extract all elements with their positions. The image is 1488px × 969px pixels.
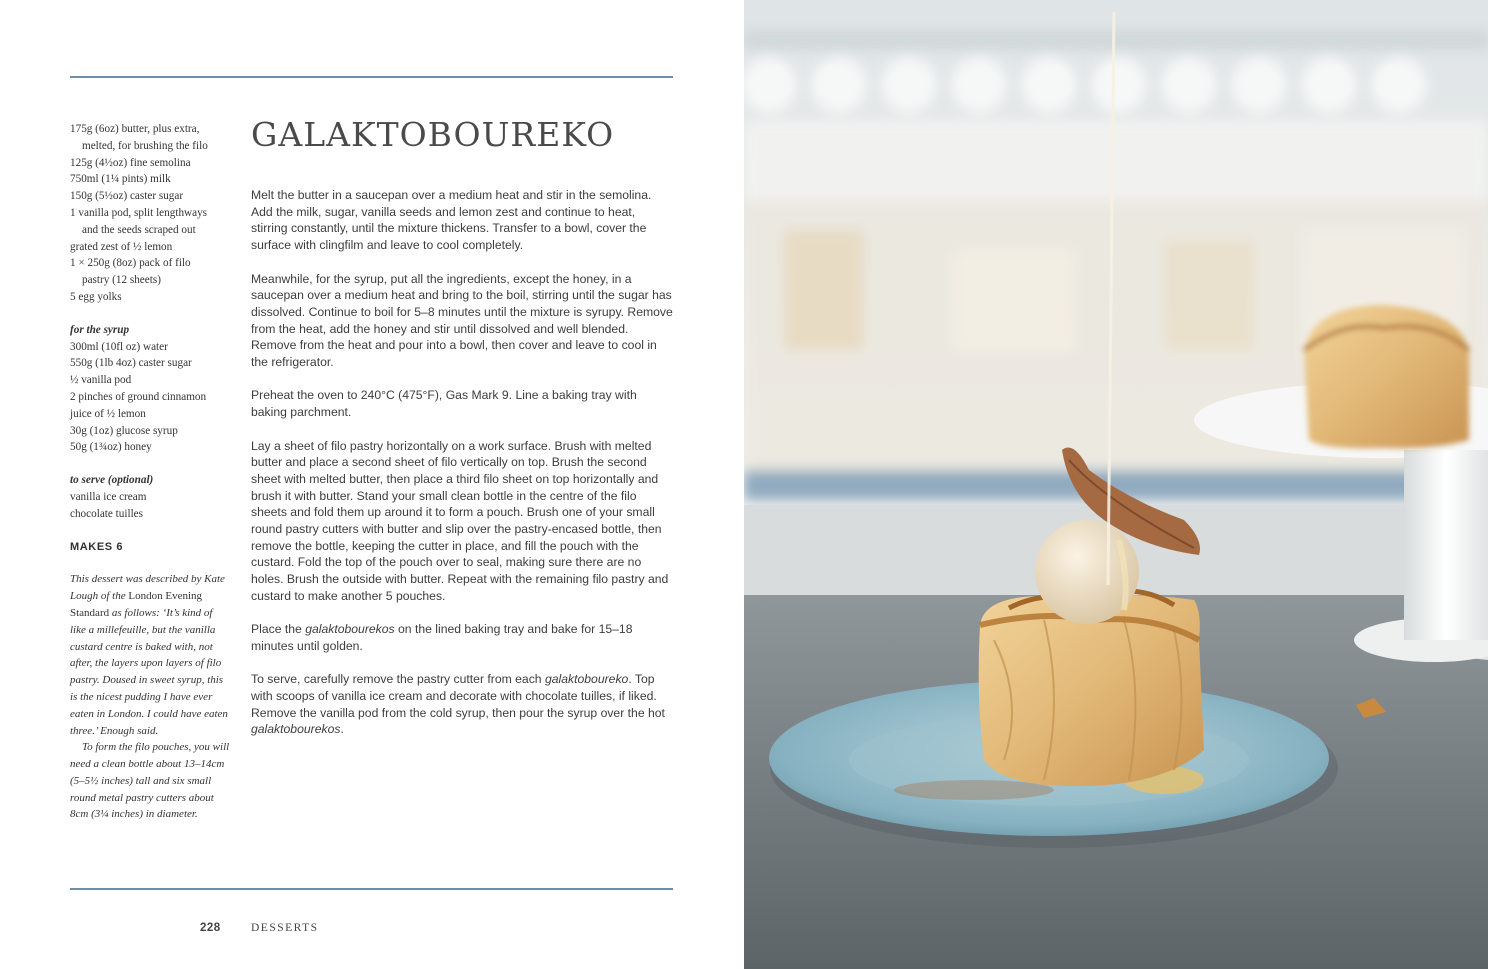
ingredient-line: chocolate tuilles [70, 507, 144, 520]
recipe-title: GALAKTOBOUREKO [251, 115, 615, 154]
ingredient-line: ½ vanilla pod [70, 374, 132, 387]
ingredient-line: 300ml (10fl oz) water [70, 340, 168, 353]
ingredient-line [70, 121, 230, 155]
ingredient-text: 1 vanilla pod, split lengthways [70, 206, 208, 219]
ingredient-text: 5 egg yolks [70, 290, 122, 303]
background-pastry [1304, 305, 1469, 448]
recipe-note [70, 571, 230, 823]
method-paragraph: Melt the butter in a saucepan over a medium heat and stir in the semolina. Add the milk, sugar, vanilla seeds and lemon zest and continue to heat, stirring constantly, until the mixture thickens. Transfer to a bowl, cover the surface with clingfilm and leave to cool completely. [251, 188, 652, 253]
text-run: on the lined baking tray and bake for 15–18 minutes until golden. [251, 622, 633, 653]
note-paragraph [70, 571, 230, 739]
text-run: London Evening Standard [70, 590, 203, 619]
text-run: . [340, 722, 344, 737]
text-run: as follows: ‘It’s kind of like a millefeuille, but the vanilla custard centre is baked with, not after, the layers upon layers of filo pastry. Doused in sweet syrup, this is the nicest pudding I have ever eaten in London. I could have eaten three.’ Enough said. [70, 606, 228, 737]
text-run: To serve, carefully remove the pastry cutter from each [251, 672, 545, 687]
serve-list [70, 489, 230, 523]
ingredient-text: 175g (6oz) butter, plus extra, [70, 123, 200, 135]
ingredient-line: 550g (1lb 4oz) caster sugar [70, 357, 192, 370]
method-paragraph: Lay a sheet of filo pastry horizontally on a work surface. Brush with melted butter and place a second sheet of filo vertically on top. Brush the second sheet with melted butter, then place a third filo sheet on top horizontally and brush it with butter. Stand your small clean bottle in the centre of the filo sheets and fold them up around it to form a pouch. Brush one of your small round pastry cutters with butter and slip over the pastry-encased bottle, then remove the bottle, keeping the cutter in place, and fill the pouch with the custard. Fold the top of the pouch over to seal, making sure there are no holes. Brush the outside with butter. Repeat with the remaining filo pastry and custard to make another 5 pouches. [251, 438, 669, 603]
text-run: galaktobourekos [251, 722, 341, 737]
ingredient-line [70, 289, 230, 306]
text-run: Place the [251, 622, 306, 637]
ingredient-line: juice of ½ lemon [70, 407, 146, 420]
method-paragraph [251, 671, 673, 738]
method-paragraph: Meanwhile, for the syrup, put all the ingredients, except the honey, in a saucepan over a medium heat and bring to the boil, stirring until the sugar has dissolved. Continue to boil for 5–8 minutes until the mixture is syrupy. Remove from the heat, add the honey and stir until dissolved and well blended. Remove from the heat and pour into a bowl, then cover and leave to cool in the refrigerator. [251, 271, 673, 370]
ingredient-text: 750ml (1¼ pints) milk [70, 173, 171, 186]
note-paragraph: To form the filo pouches, you will need a clean bottle about 13–14cm (5–5½ inches) tall and six small round metal pastry cutters about 8cm (3¼ inches) in diameter. [70, 741, 230, 821]
makes-label: MAKES 6 [70, 540, 124, 553]
ingredient-text: 1 × 250g (8oz) pack of filo [70, 257, 191, 270]
ingredients-sidebar [70, 121, 230, 823]
syrup-heading: for the syrup [70, 323, 130, 336]
ingredient-line: 50g (1¾oz) honey [70, 441, 152, 454]
ingredient-line [70, 155, 230, 172]
text-run: galaktoboureko [544, 672, 629, 687]
ingredient-line [70, 188, 230, 205]
ingredient-continuation: melted, for brushing the filo [82, 139, 208, 152]
ingredient-line [70, 171, 230, 188]
method-paragraph [251, 621, 673, 654]
ingredient-text: grated zest of ½ lemon [70, 240, 173, 253]
top-rule [70, 76, 673, 78]
page-number: 228 [200, 922, 221, 934]
serve-heading: to serve (optional) [70, 474, 154, 487]
syrup-ingredient-list [70, 339, 230, 457]
ingredient-line [70, 239, 230, 256]
ingredient-text: 150g (5½oz) caster sugar [70, 190, 184, 203]
text-run: . Top with scoops of vanilla ice cream and decorate with chocolate tuilles, if liked. Remove the vanilla pod from the cold syrup, then pour the syrup over the hot [251, 672, 665, 720]
ingredient-line: vanilla ice cream [70, 490, 147, 503]
section-title: DESSERTS [251, 922, 319, 934]
ingredient-continuation: pastry (12 sheets) [82, 274, 161, 287]
bottom-rule [70, 888, 673, 890]
ingredient-line: 30g (1oz) glucose syrup [70, 424, 178, 437]
ingredient-line [70, 205, 230, 239]
ingredient-line [70, 255, 230, 289]
ingredient-continuation: and the seeds scraped out [82, 223, 196, 236]
text-run: This dessert was described by Kate Lough of the [70, 573, 225, 603]
ingredient-list [70, 121, 230, 306]
text-run: galaktobourekos [305, 622, 395, 637]
ingredient-text: 125g (4½oz) fine semolina [70, 156, 191, 169]
method-paragraph: Preheat the oven to 240°C (475°F), Gas Mark 9. Line a baking tray with baking parchment. [251, 388, 637, 420]
method-text [251, 187, 673, 755]
ingredient-line: 2 pinches of ground cinnamon [70, 390, 207, 403]
dessert-photo [744, 0, 1488, 969]
